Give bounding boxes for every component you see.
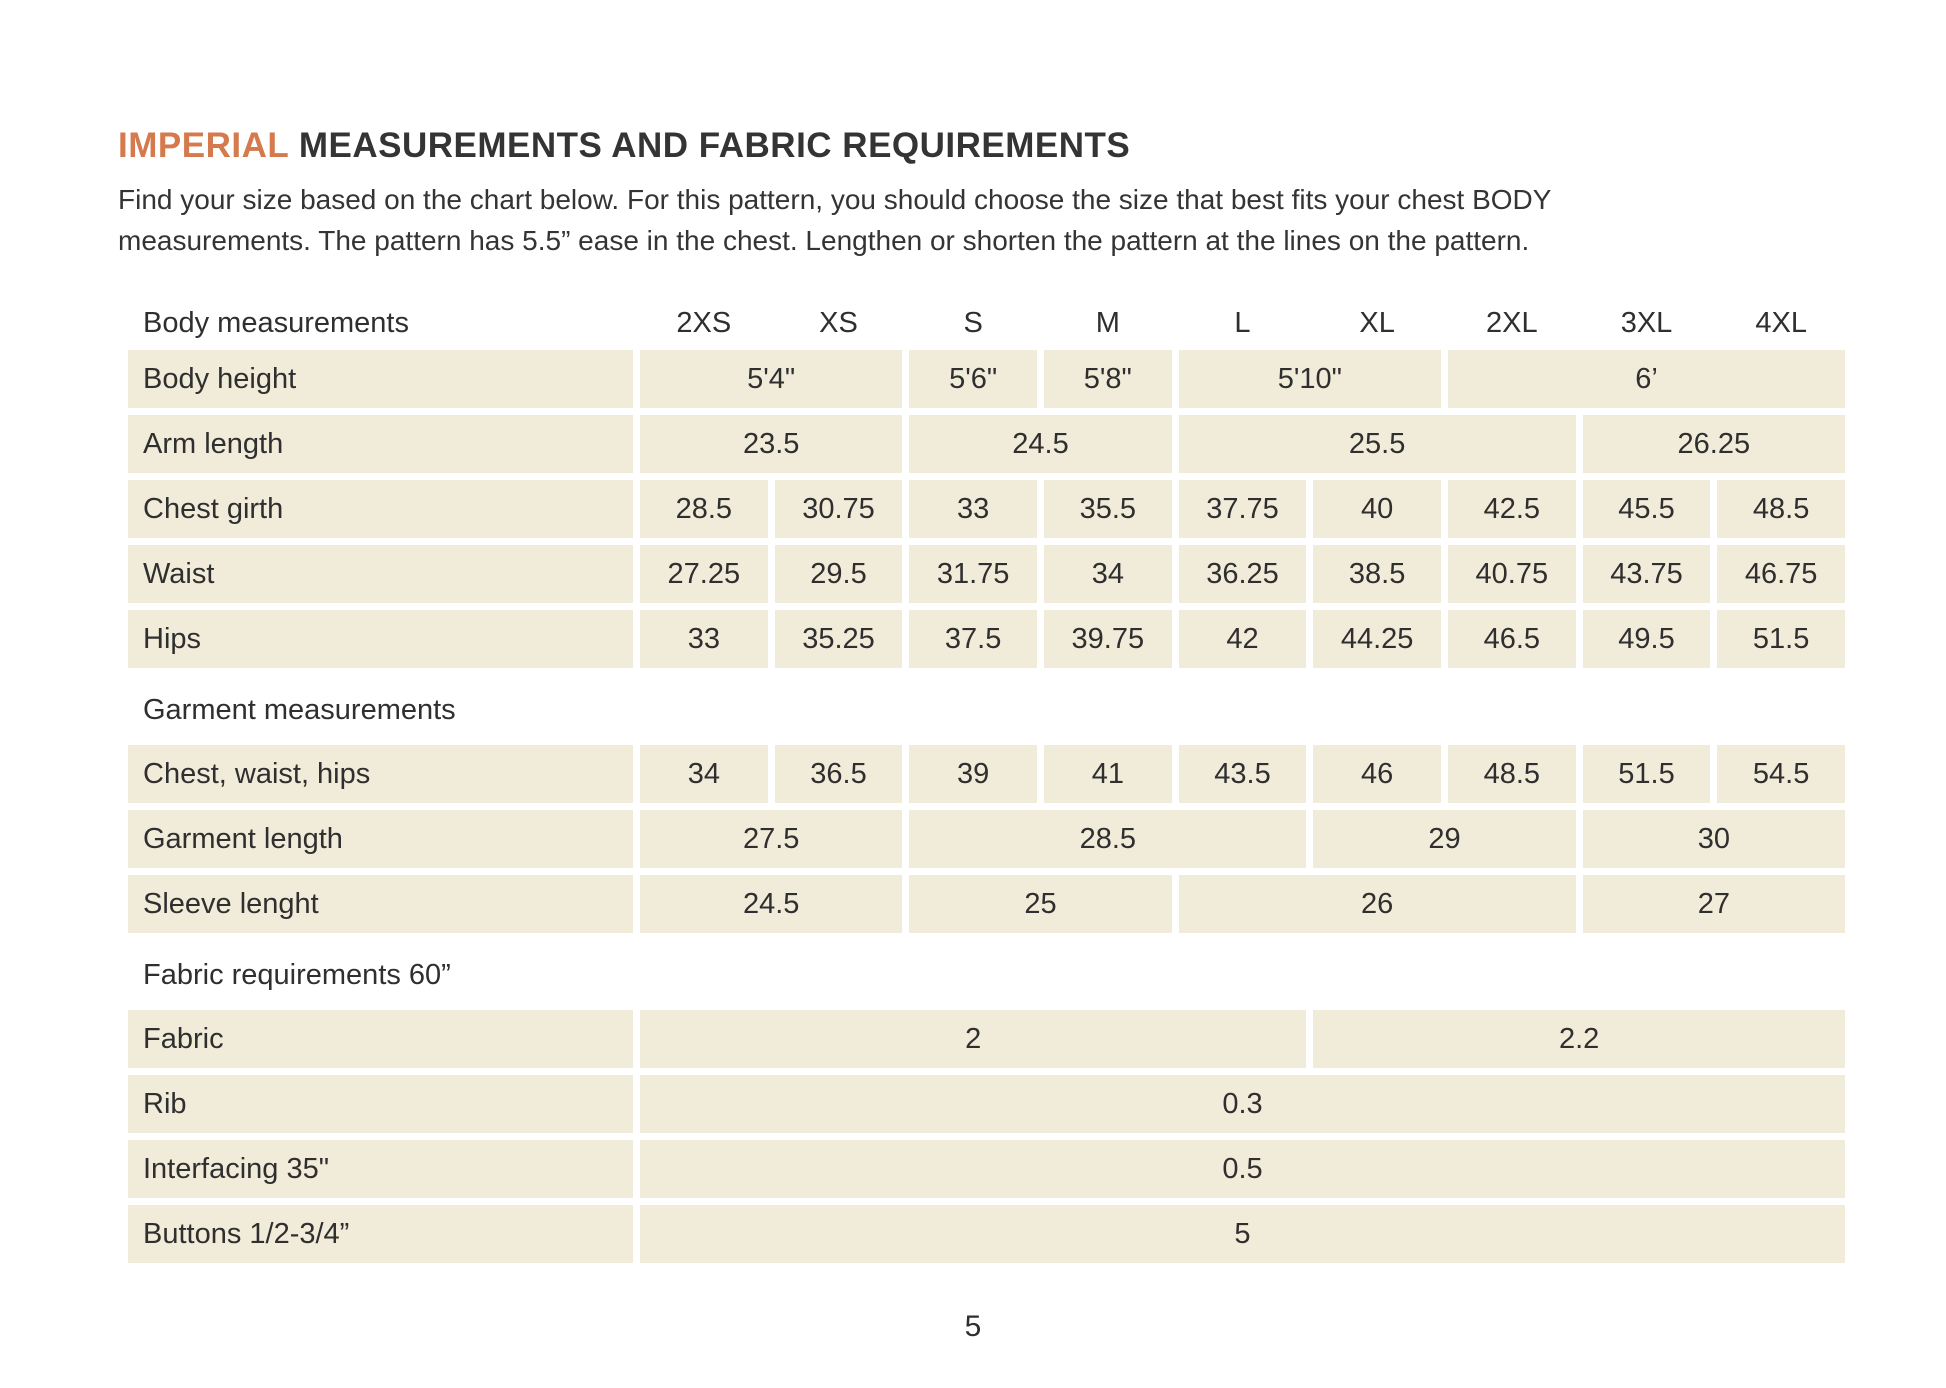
cell-value: 46.75: [1717, 545, 1845, 603]
row-label: Garment length: [128, 810, 633, 868]
row-label: Buttons 1/2-3/4”: [128, 1205, 633, 1263]
table-row: [128, 545, 1845, 603]
cell-value: 33: [909, 480, 1037, 538]
cell-value: 43.75: [1583, 545, 1711, 603]
cell-value: 49.5: [1583, 610, 1711, 668]
table-row: [128, 415, 1845, 473]
cell-value: 5'4": [640, 350, 902, 408]
cell-value: 27.5: [640, 810, 902, 868]
cell-value: 6’: [1448, 350, 1845, 408]
cell-value: 27.25: [640, 545, 768, 603]
row-label: Sleeve lenght: [128, 875, 633, 933]
cell-value: 23.5: [640, 415, 902, 473]
row-label: Chest, waist, hips: [128, 745, 633, 803]
cell-value: 41: [1044, 745, 1172, 803]
cell-value: 43.5: [1179, 745, 1307, 803]
section-title-body-measurements: Body measurements: [143, 306, 409, 339]
cell-value: 36.5: [775, 745, 903, 803]
table-row: [128, 810, 1845, 868]
cell-value: 38.5: [1313, 545, 1441, 603]
cell-value: 30.75: [775, 480, 903, 538]
cell-value: 24.5: [909, 415, 1171, 473]
cell-value: 0.3: [640, 1075, 1845, 1133]
cell-value: 28.5: [909, 810, 1306, 868]
row-label: Hips: [128, 610, 633, 668]
cell-value: 5'6": [909, 350, 1037, 408]
cell-value: 51.5: [1717, 610, 1845, 668]
intro-line-2: measurements. The pattern has 5.5” ease in the chest. Lengthen or shorten the pattern at the lines on the pattern.: [118, 225, 1530, 256]
cell-value: 26: [1179, 875, 1576, 933]
cell-value: 34: [640, 745, 768, 803]
row-label: Waist: [128, 545, 633, 603]
cell-value: 51.5: [1583, 745, 1711, 803]
table-row: [128, 480, 1845, 538]
cell-value: 44.25: [1313, 610, 1441, 668]
row-label: Chest girth: [128, 480, 633, 538]
page-title-highlight: IMPERIAL: [118, 126, 289, 165]
cell-value: 25.5: [1179, 415, 1576, 473]
cell-value: 35.25: [775, 610, 903, 668]
cell-value: 35.5: [1044, 480, 1172, 538]
cell-value: 31.75: [909, 545, 1037, 603]
cell-value: 30: [1583, 810, 1845, 868]
column-header-l: L: [1234, 306, 1251, 339]
cell-value: 24.5: [640, 875, 902, 933]
cell-value: 27: [1583, 875, 1845, 933]
cell-value: 36.25: [1179, 545, 1307, 603]
table-row: [128, 745, 1845, 803]
table-row: [128, 1010, 1845, 1068]
size-table: [128, 297, 1845, 1263]
cell-value: 45.5: [1583, 480, 1711, 538]
cell-value: 5'10": [1179, 350, 1441, 408]
column-header-xl: XL: [1359, 306, 1395, 339]
table-row: [128, 1140, 1845, 1198]
cell-value: 2.2: [1313, 1010, 1845, 1068]
row-label: Rib: [128, 1075, 633, 1133]
cell-value: 46: [1313, 745, 1441, 803]
intro-text: [118, 179, 1846, 261]
cell-value: 42: [1179, 610, 1307, 668]
cell-value: 5'8": [1044, 350, 1172, 408]
table-row: [128, 1075, 1845, 1133]
row-label: Arm length: [128, 415, 633, 473]
page-title-rest: MEASUREMENTS AND FABRIC REQUIREMENTS: [288, 126, 1131, 165]
section-title-garment-measurements: Garment measurements: [143, 693, 456, 726]
row-label: Fabric: [128, 1010, 633, 1068]
cell-value: 48.5: [1717, 480, 1845, 538]
column-header-s: S: [963, 306, 983, 339]
table-row: [128, 610, 1845, 668]
column-header-2xl: 2XL: [1486, 306, 1538, 339]
cell-value: 26.25: [1583, 415, 1845, 473]
column-header-xs: XS: [819, 306, 858, 339]
cell-value: 29.5: [775, 545, 903, 603]
cell-value: 54.5: [1717, 745, 1845, 803]
cell-value: 46.5: [1448, 610, 1576, 668]
cell-value: 34: [1044, 545, 1172, 603]
table-header-row: [128, 297, 1845, 349]
intro-line-1: Find your size based on the chart below. For this pattern, you should choose the size that best fits your chest BODY: [118, 184, 1552, 215]
cell-value: 5: [640, 1205, 1845, 1263]
page-number: 5: [964, 1310, 982, 1343]
cell-value: 37.75: [1179, 480, 1307, 538]
cell-value: 40.75: [1448, 545, 1576, 603]
row-label: Body height: [128, 350, 633, 408]
cell-value: 39.75: [1044, 610, 1172, 668]
cell-value: 37.5: [909, 610, 1037, 668]
cell-value: 2: [640, 1010, 1306, 1068]
cell-value: 29: [1313, 810, 1575, 868]
cell-value: 0.5: [640, 1140, 1845, 1198]
cell-value: 40: [1313, 480, 1441, 538]
table-row: [128, 1205, 1845, 1263]
cell-value: 39: [909, 745, 1037, 803]
cell-value: 25: [909, 875, 1171, 933]
cell-value: 28.5: [640, 480, 768, 538]
section-title-fabric-requirements-60-: Fabric requirements 60”: [143, 958, 451, 991]
column-header-4xl: 4XL: [1755, 306, 1807, 339]
cell-value: 33: [640, 610, 768, 668]
column-header-m: M: [1095, 306, 1120, 339]
table-row: [128, 350, 1845, 408]
row-label: Interfacing 35": [128, 1140, 633, 1198]
page-title: [118, 126, 1846, 166]
column-header-2xs: 2XS: [676, 306, 732, 339]
column-header-3xl: 3XL: [1620, 306, 1673, 339]
cell-value: 42.5: [1448, 480, 1576, 538]
cell-value: 48.5: [1448, 745, 1576, 803]
table-row: [128, 875, 1845, 933]
